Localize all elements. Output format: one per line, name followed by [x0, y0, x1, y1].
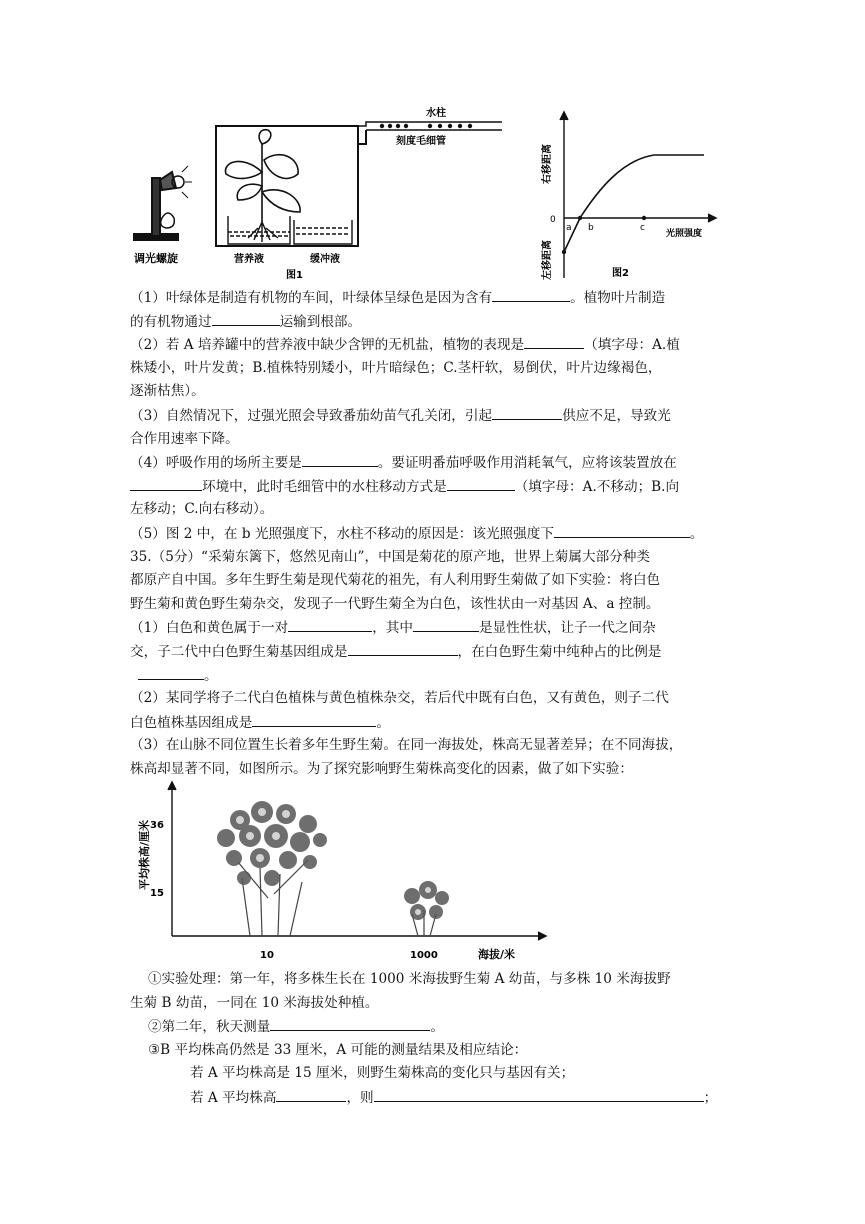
tomato-plant	[225, 130, 300, 222]
water-column-label: 水柱	[426, 108, 446, 119]
figure-1-caption: 图1	[286, 270, 303, 281]
nutrient-beaker	[228, 216, 290, 244]
answer-blank[interactable]	[492, 286, 570, 302]
experiment-block	[130, 968, 740, 1110]
q35-line2: 都原产自中国。多年生野生菊是现代菊花的祖先，有人利用野生菊做了如下实验：将白色	[130, 572, 661, 589]
figure-3-altitude-height	[130, 778, 560, 962]
q35-3-line2: 株高却显著不同，如图所示。为了探究影响野生菊株高变化的因素，做了如下实验：	[130, 760, 633, 777]
q2-line2: 株矮小，叶片发黄；B.植株特别矮小，叶片暗绿色；C.茎杆软，易倒伏，叶片边缘褐色，	[130, 359, 662, 376]
answer-blank[interactable]	[252, 711, 376, 727]
y-tick-36: 36	[150, 820, 164, 831]
y-up-label: 右移距离	[542, 144, 553, 184]
q35-line1: 35.（5分）“采菊东篱下，悠然见南山”，中国是菊花的原产地，世界上菊属大部分种类	[130, 548, 650, 565]
answer-blank[interactable]	[524, 333, 584, 349]
knob-label: 调光螺旋	[134, 252, 178, 265]
q3-line1: （3）自然情况下，过强光照会导致番茄幼苗气孔关闭，引起 供应不足，导致光	[130, 404, 740, 428]
q35-1-line1: （1）白色和黄色属于一对 ，其中 是显性性状，让子一代之间杂	[130, 616, 740, 640]
answer-blank[interactable]	[138, 664, 204, 680]
y-tick-15: 15	[150, 888, 164, 899]
q4-line3: 左移动；C.向右移动）。	[130, 501, 274, 518]
zero-label: 0	[550, 215, 556, 225]
x-tick-10: 10	[260, 950, 274, 961]
point-b: b	[588, 223, 594, 233]
q35-1-line2: 交，子二代中白色野生菊基因组成是 ，在白色野生菊中纯种占的比例是	[130, 640, 740, 664]
answer-blank[interactable]	[348, 640, 458, 656]
q2-line3: 逐渐枯焦）。	[130, 383, 205, 400]
answer-blank[interactable]	[270, 1015, 430, 1031]
point-a: a	[566, 223, 572, 233]
x-axis-label: 光照强度	[666, 229, 703, 239]
figure-2-graph	[534, 104, 734, 286]
q35-1-line3: 。	[130, 664, 740, 688]
answer-blank[interactable]	[554, 522, 690, 538]
exp-line1: ①实验处理：第一年，将多株生长在 1000 米海拔野生菊 A 幼苗，与多株 10 米海拔野	[148, 971, 671, 987]
question-block	[130, 286, 740, 781]
buffer-label: 缓冲液	[310, 254, 340, 265]
q1-line1: （1）叶绿体是制造有机物的车间，叶绿体呈绿色是因为含有 。植物叶片制造	[130, 286, 740, 310]
y-axis-label: 平均株高/厘米	[138, 819, 151, 890]
y-down-label: 左移距离	[542, 240, 553, 280]
answer-blank[interactable]	[413, 616, 479, 632]
q35-3-line1: （3）在山脉不同位置生长着多年生野生菊。在同一海拔处，株高无显著差异；在不同海拔，	[130, 737, 683, 754]
q35-2-line1: （2）某同学将子二代白色植株与黄色植株杂交，若后代中既有白色，又有黄色，则子二代	[130, 690, 669, 707]
q4-line1: （4）呼吸作用的场所主要是 。要证明番茄呼吸作用消耗氧气，应将该装置放在	[130, 451, 740, 475]
x-axis-label: 海拔/米	[478, 948, 516, 961]
q35-2-line2: 白色植株基因组成是 。	[130, 711, 740, 735]
exp-line6: 若 A 平均株高 ，则 ；	[130, 1086, 740, 1110]
short-chrysanthemum	[404, 881, 449, 936]
water-column	[380, 124, 472, 128]
exp-line4: ③B 平均株高仍然是 33 厘米，A 可能的测量结果及相应结论：	[148, 1041, 528, 1058]
q1-line2: 的有机物通过 运输到根部。	[130, 310, 740, 334]
q3-line2: 合作用速率下降。	[130, 430, 239, 447]
buffer-beaker	[294, 220, 352, 244]
exp-line3: ②第二年，秋天测量 。	[130, 1015, 740, 1039]
capillary-label: 刻度毛细管	[396, 136, 446, 147]
answer-blank[interactable]	[302, 451, 378, 467]
point-c: c	[640, 223, 645, 233]
answer-blank[interactable]	[276, 1086, 346, 1102]
q4-line2: 环境中，此时毛细管中的水柱移动方式是 （填字母：A.不移动；B.向	[130, 475, 740, 499]
lamp-stand	[134, 166, 192, 240]
exp-line2: 生菊 B 幼苗，一同在 10 米海拔处种植。	[130, 994, 379, 1011]
figure-2-caption: 图2	[612, 268, 629, 279]
q2-line1: （2）若 A 培养罐中的营养液中缺少含钾的无机盐，植物的表现是 （填字母：A.植	[130, 333, 740, 357]
answer-blank[interactable]	[212, 310, 280, 326]
figure-1-apparatus	[130, 104, 510, 284]
nutrient-label: 营养液	[234, 254, 264, 265]
answer-blank[interactable]	[288, 616, 372, 632]
tall-chrysanthemum	[217, 801, 327, 936]
q35-line3: 野生菊和黄色野生菊杂交，发现子一代野生菊全为白色，该性状由一对基因 A、a 控制。	[130, 595, 660, 612]
answer-blank[interactable]	[447, 475, 515, 491]
exp-line5: 若 A 平均株高是 15 厘米，则野生菊株高的变化只与基因有关；	[190, 1065, 575, 1082]
q5-line1: （5）图 2 中，在 b 光照强度下，水柱不移动的原因是：该光照强度下 。	[130, 522, 740, 546]
answer-blank[interactable]	[492, 404, 562, 420]
answer-blank[interactable]	[374, 1086, 704, 1102]
x-tick-1000: 1000	[410, 950, 438, 961]
answer-blank[interactable]	[130, 475, 202, 491]
